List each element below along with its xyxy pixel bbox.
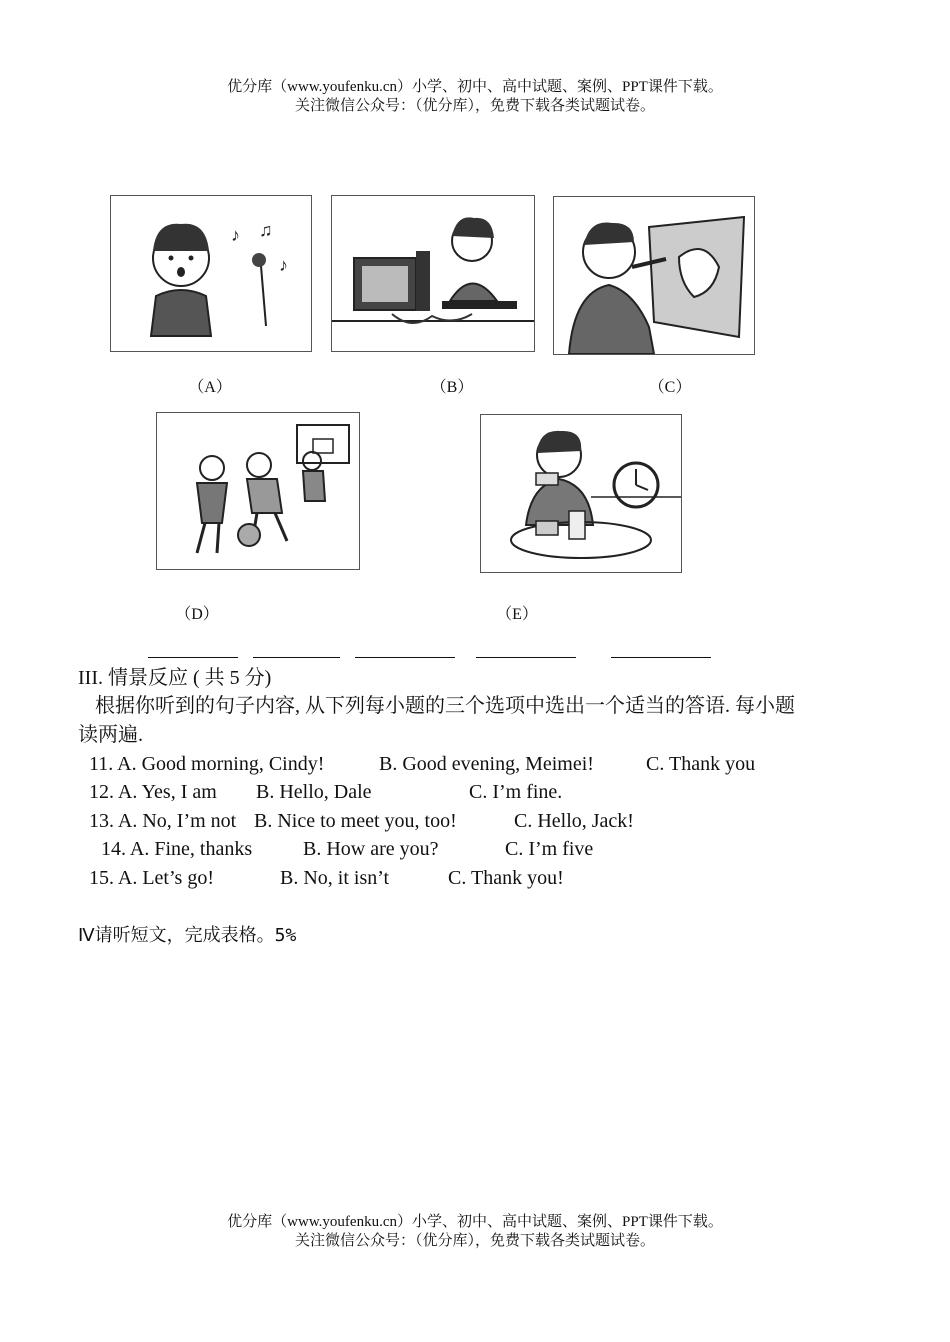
picture-c-label: （C） — [648, 379, 692, 396]
girl-singing-icon — [111, 196, 311, 351]
question-13-c: C. Hello, Jack! — [514, 810, 634, 832]
picture-a-label: （A） — [188, 379, 232, 396]
girl-computer-icon — [332, 196, 534, 351]
picture-d-label: （D） — [175, 606, 219, 623]
section-3-instruction-2: 读两遍. — [78, 724, 143, 746]
question-15-b: B. No, it isn’t — [280, 867, 390, 889]
question-11-a: 11. A. Good morning, Cindy! — [89, 753, 325, 775]
picture-e-label: （E） — [496, 606, 538, 623]
picture-c — [553, 196, 755, 355]
picture-b-label: （B） — [430, 379, 474, 396]
answer-blank-5[interactable] — [611, 657, 711, 658]
question-14-b: B. How are you? — [303, 838, 439, 860]
question-15-c: C. Thank you! — [448, 867, 564, 889]
section-3-instruction-1: 根据你听到的句子内容, 从下列每小题的三个选项中选出一个适当的答语. 每小题 — [95, 695, 795, 717]
answer-blank-1[interactable] — [148, 657, 238, 658]
question-11-c: C. Thank you — [646, 753, 756, 775]
question-13-b: B. Nice to meet you, too! — [254, 810, 457, 832]
question-12-a: 12. A. Yes, I am — [89, 781, 217, 803]
boy-drawing-icon — [554, 197, 754, 354]
header-line-1: 优分库（www.youfenku.cn）小学、初中、高中试题、案例、PPT课件下载。 — [227, 79, 723, 95]
question-12-b: B. Hello, Dale — [256, 781, 372, 803]
section-3-title: III. 情景反应 ( 共 5 分) — [78, 667, 272, 689]
section-4-title: Ⅳ请听短文，完成表格。5% — [78, 925, 297, 946]
answer-blank-2[interactable] — [253, 657, 340, 658]
question-14-a: 14. A. Fine, thanks — [101, 838, 253, 860]
svg-text:♪: ♪ — [231, 225, 240, 245]
boy-breakfast-clock-icon — [481, 415, 681, 572]
answer-blank-4[interactable] — [476, 657, 576, 658]
boys-basketball-icon — [157, 413, 359, 569]
svg-text:♫: ♫ — [259, 220, 273, 240]
answer-blank-3[interactable] — [355, 657, 455, 658]
footer-line-1: 优分库（www.youfenku.cn）小学、初中、高中试题、案例、PPT课件下载。 — [227, 1214, 723, 1230]
question-15-a: 15. A. Let’s go! — [89, 867, 214, 889]
picture-e — [480, 414, 682, 573]
question-13-a: 13. A. No, I’m not — [89, 810, 237, 832]
picture-d — [156, 412, 360, 570]
picture-a — [110, 195, 312, 352]
picture-b — [331, 195, 535, 352]
svg-text:♪: ♪ — [279, 255, 288, 275]
header-line-2: 关注微信公众号：（优分库），免费下载各类试题试卷。 — [294, 98, 655, 114]
question-12-c: C. I’m fine. — [469, 781, 563, 803]
question-14-c: C. I’m five — [505, 838, 594, 860]
question-11-b: B. Good evening, Meimei! — [379, 753, 594, 775]
footer-line-2: 关注微信公众号：（优分库），免费下载各类试题试卷。 — [294, 1233, 655, 1249]
